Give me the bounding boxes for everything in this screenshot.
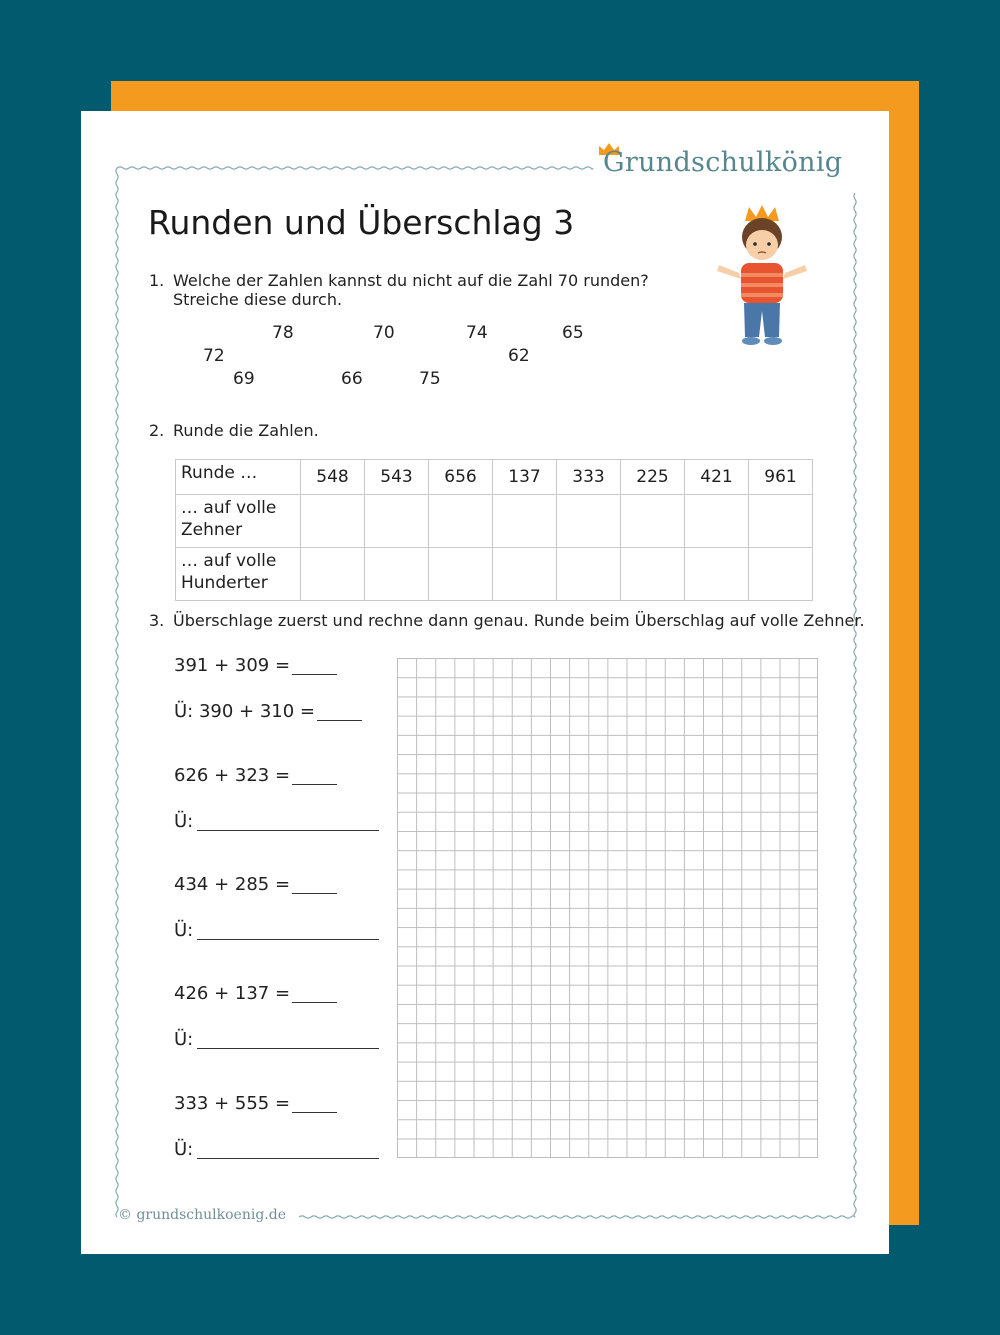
estimate-item: Ü:	[174, 1029, 379, 1050]
answer-blank[interactable]	[292, 1001, 337, 1003]
table-header-value: 656	[429, 460, 493, 495]
table-header-value: 421	[685, 460, 749, 495]
task-2	[149, 421, 319, 440]
task-2-instruction: Runde die Zahlen.	[173, 421, 319, 440]
estimate-line[interactable]	[197, 829, 379, 831]
table-row-tens	[176, 495, 813, 548]
page-title: Runden und Überschlag 3	[148, 203, 575, 242]
answer-cell[interactable]	[301, 548, 365, 601]
number-item[interactable]: 78	[272, 323, 294, 343]
table-header-value: 137	[493, 460, 557, 495]
answer-cell[interactable]	[493, 548, 557, 601]
table-row-label: … auf volle Zehner	[176, 495, 301, 548]
task-1-instruction: Streiche diese durch.	[173, 290, 343, 309]
table-header-value: 225	[621, 460, 685, 495]
estimate-item: Ü:	[174, 1139, 379, 1160]
answer-cell[interactable]	[301, 495, 365, 548]
calculation-grid[interactable]	[397, 658, 818, 1158]
boy-illustration	[711, 203, 811, 351]
estimate-item: Ü:	[174, 920, 379, 941]
answer-blank[interactable]	[292, 1111, 337, 1113]
answer-cell[interactable]	[685, 495, 749, 548]
answer-blank[interactable]	[292, 892, 337, 894]
task-1-question: Welche der Zahlen kannst du nicht auf die Zahl 70 runden?	[173, 271, 649, 290]
task-3-number: 3.	[149, 611, 165, 630]
rounding-table	[175, 459, 813, 601]
answer-cell[interactable]	[749, 495, 813, 548]
answer-cell[interactable]	[429, 495, 493, 548]
task-1	[149, 271, 649, 309]
number-item[interactable]: 65	[562, 323, 584, 343]
table-header-value: 543	[365, 460, 429, 495]
equation-item: 333 + 555 =	[174, 1093, 337, 1114]
estimate-line[interactable]	[197, 1157, 379, 1159]
number-item[interactable]: 74	[466, 323, 488, 343]
answer-cell[interactable]	[557, 495, 621, 548]
answer-blank[interactable]	[317, 719, 362, 721]
equation-item: 426 + 137 =	[174, 983, 337, 1004]
task-3	[149, 611, 865, 630]
answer-cell[interactable]	[685, 548, 749, 601]
estimate-line[interactable]	[197, 938, 379, 940]
answer-cell[interactable]	[621, 548, 685, 601]
table-header-value: 961	[749, 460, 813, 495]
table-header-value: 548	[301, 460, 365, 495]
number-item[interactable]: 70	[373, 323, 395, 343]
answer-cell[interactable]	[365, 548, 429, 601]
table-row-hundreds	[176, 548, 813, 601]
table-header-value: 333	[557, 460, 621, 495]
number-item[interactable]: 69	[233, 369, 255, 389]
answer-cell[interactable]	[621, 495, 685, 548]
table-row-label: … auf volle Hunderter	[176, 548, 301, 601]
equation-item: 434 + 285 =	[174, 874, 337, 895]
number-item[interactable]: 66	[341, 369, 363, 389]
estimate-line[interactable]	[197, 1047, 379, 1049]
answer-cell[interactable]	[365, 495, 429, 548]
number-item[interactable]: 62	[508, 346, 530, 366]
answer-blank[interactable]	[292, 783, 337, 785]
estimate-item: Ü:	[174, 811, 379, 832]
table-header-label: Runde …	[176, 460, 301, 495]
brand-logo: Grundschulkönig	[603, 147, 843, 178]
task-3-instruction: Überschlage zuerst und rechne dann genau. Runde beim Überschlag auf volle Zehner.	[173, 611, 865, 630]
estimate-item: Ü: 390 + 310 =	[174, 701, 362, 722]
copyright-footer: © grundschulkoenig.de	[118, 1207, 286, 1223]
number-item[interactable]: 72	[203, 346, 225, 366]
answer-blank[interactable]	[292, 673, 337, 675]
answer-cell[interactable]	[557, 548, 621, 601]
answer-cell[interactable]	[429, 548, 493, 601]
task-1-number: 1.	[149, 271, 165, 290]
number-item[interactable]: 75	[419, 369, 441, 389]
answer-cell[interactable]	[493, 495, 557, 548]
worksheet-page	[81, 111, 889, 1254]
answer-cell[interactable]	[749, 548, 813, 601]
task-2-number: 2.	[149, 421, 165, 440]
equation-item: 391 + 309 =	[174, 655, 337, 676]
equation-item: 626 + 323 =	[174, 765, 337, 786]
